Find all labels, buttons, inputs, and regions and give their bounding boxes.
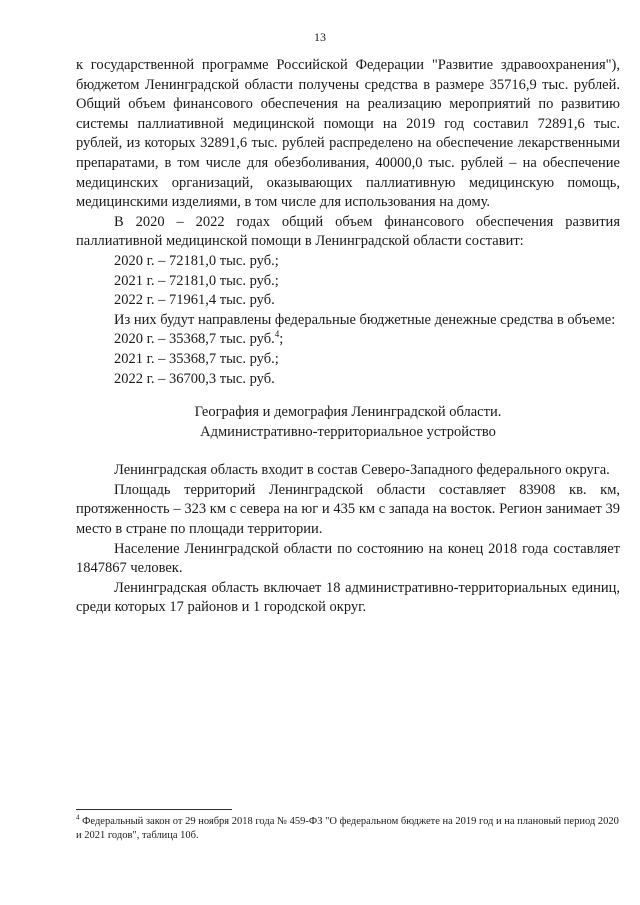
section-heading [76,403,620,442]
body-text [76,56,620,618]
paragraph-population: Население Ленинградской области по состоянию на конец 2018 года составляет 1847867 человек. [76,540,620,577]
list-item [76,330,620,350]
footnote [76,815,620,843]
page-number: 13 [314,30,326,44]
paragraph-admin-units: Ленинградская область включает 18 административно-территориальных единиц, среди которых 17 районов и 1 городской округ. [76,579,620,616]
list-item: 2021 г. – 72181,0 тыс. руб.; [114,272,279,289]
list-item: 2022 г. – 71961,4 тыс. руб. [114,292,275,309]
list-item: 2022 г. – 36700,3 тыс. руб. [114,370,275,387]
list-item: 2021 г. – 35368,7 тыс. руб.; [114,350,279,367]
paragraph-district: Ленинградская область входит в состав Северо-Западного федерального округа. [114,462,610,479]
footnote-marker: 4 [76,813,80,822]
section-heading-line2: Административно-территориальное устройство [200,423,496,440]
list-item-text: 2020 г. – 35368,7 тыс. руб. [114,331,275,348]
paragraph-area: Площадь территорий Ленинградской области составляет 83908 кв. км, протяженность – 323 км с севера на юг и 435 км с запада на восток. Регион занимает 39 место в стране по площади территории. [76,481,620,538]
list-item: 2020 г. – 72181,0 тыс. руб.; [114,252,279,269]
paragraph-funding: к государственной программе Российской Федерации "Развитие здравоохранения"), бюджетом Ленинградской области получены средства в размере 35716,9 тыс. рублей. Общий объем финансового обеспечения на реализацию мероприятий по развитию системы паллиативной медицинской помощи на 2019 год составил 72891,6 тыс. рублей, из которых 32891,6 тыс. рублей распределено на обеспечение лекарственными препаратами, в том числе для обезболивания, 40000,0 тыс. рублей – на обеспечение медицинских организаций, оказывающих паллиативную медицинскую помощь, медицинскими изделиями, в том числе для использования на дому. [76,57,620,211]
paragraph-2020-2022: В 2020 – 2022 годах общий объем финансового обеспечения развития паллиативной медицинской помощи в Ленинградской области составит: [76,213,620,250]
section-heading-line1: География и демография Ленинградской области. [194,404,502,421]
footnote-separator [76,809,232,810]
footnote-ref[interactable]: 4 [274,329,280,340]
paragraph-federal: Из них будут направлены федеральные бюджетные денежные средства в объеме: [114,311,616,328]
footnote-text: Федеральный закон от 29 ноября 2018 года № 459-ФЗ "О федеральном бюджете на 2019 год и на плановый период 2020 и 2021 годов", таблица 10б. [76,816,619,841]
list-item-punct: ; [279,331,284,348]
